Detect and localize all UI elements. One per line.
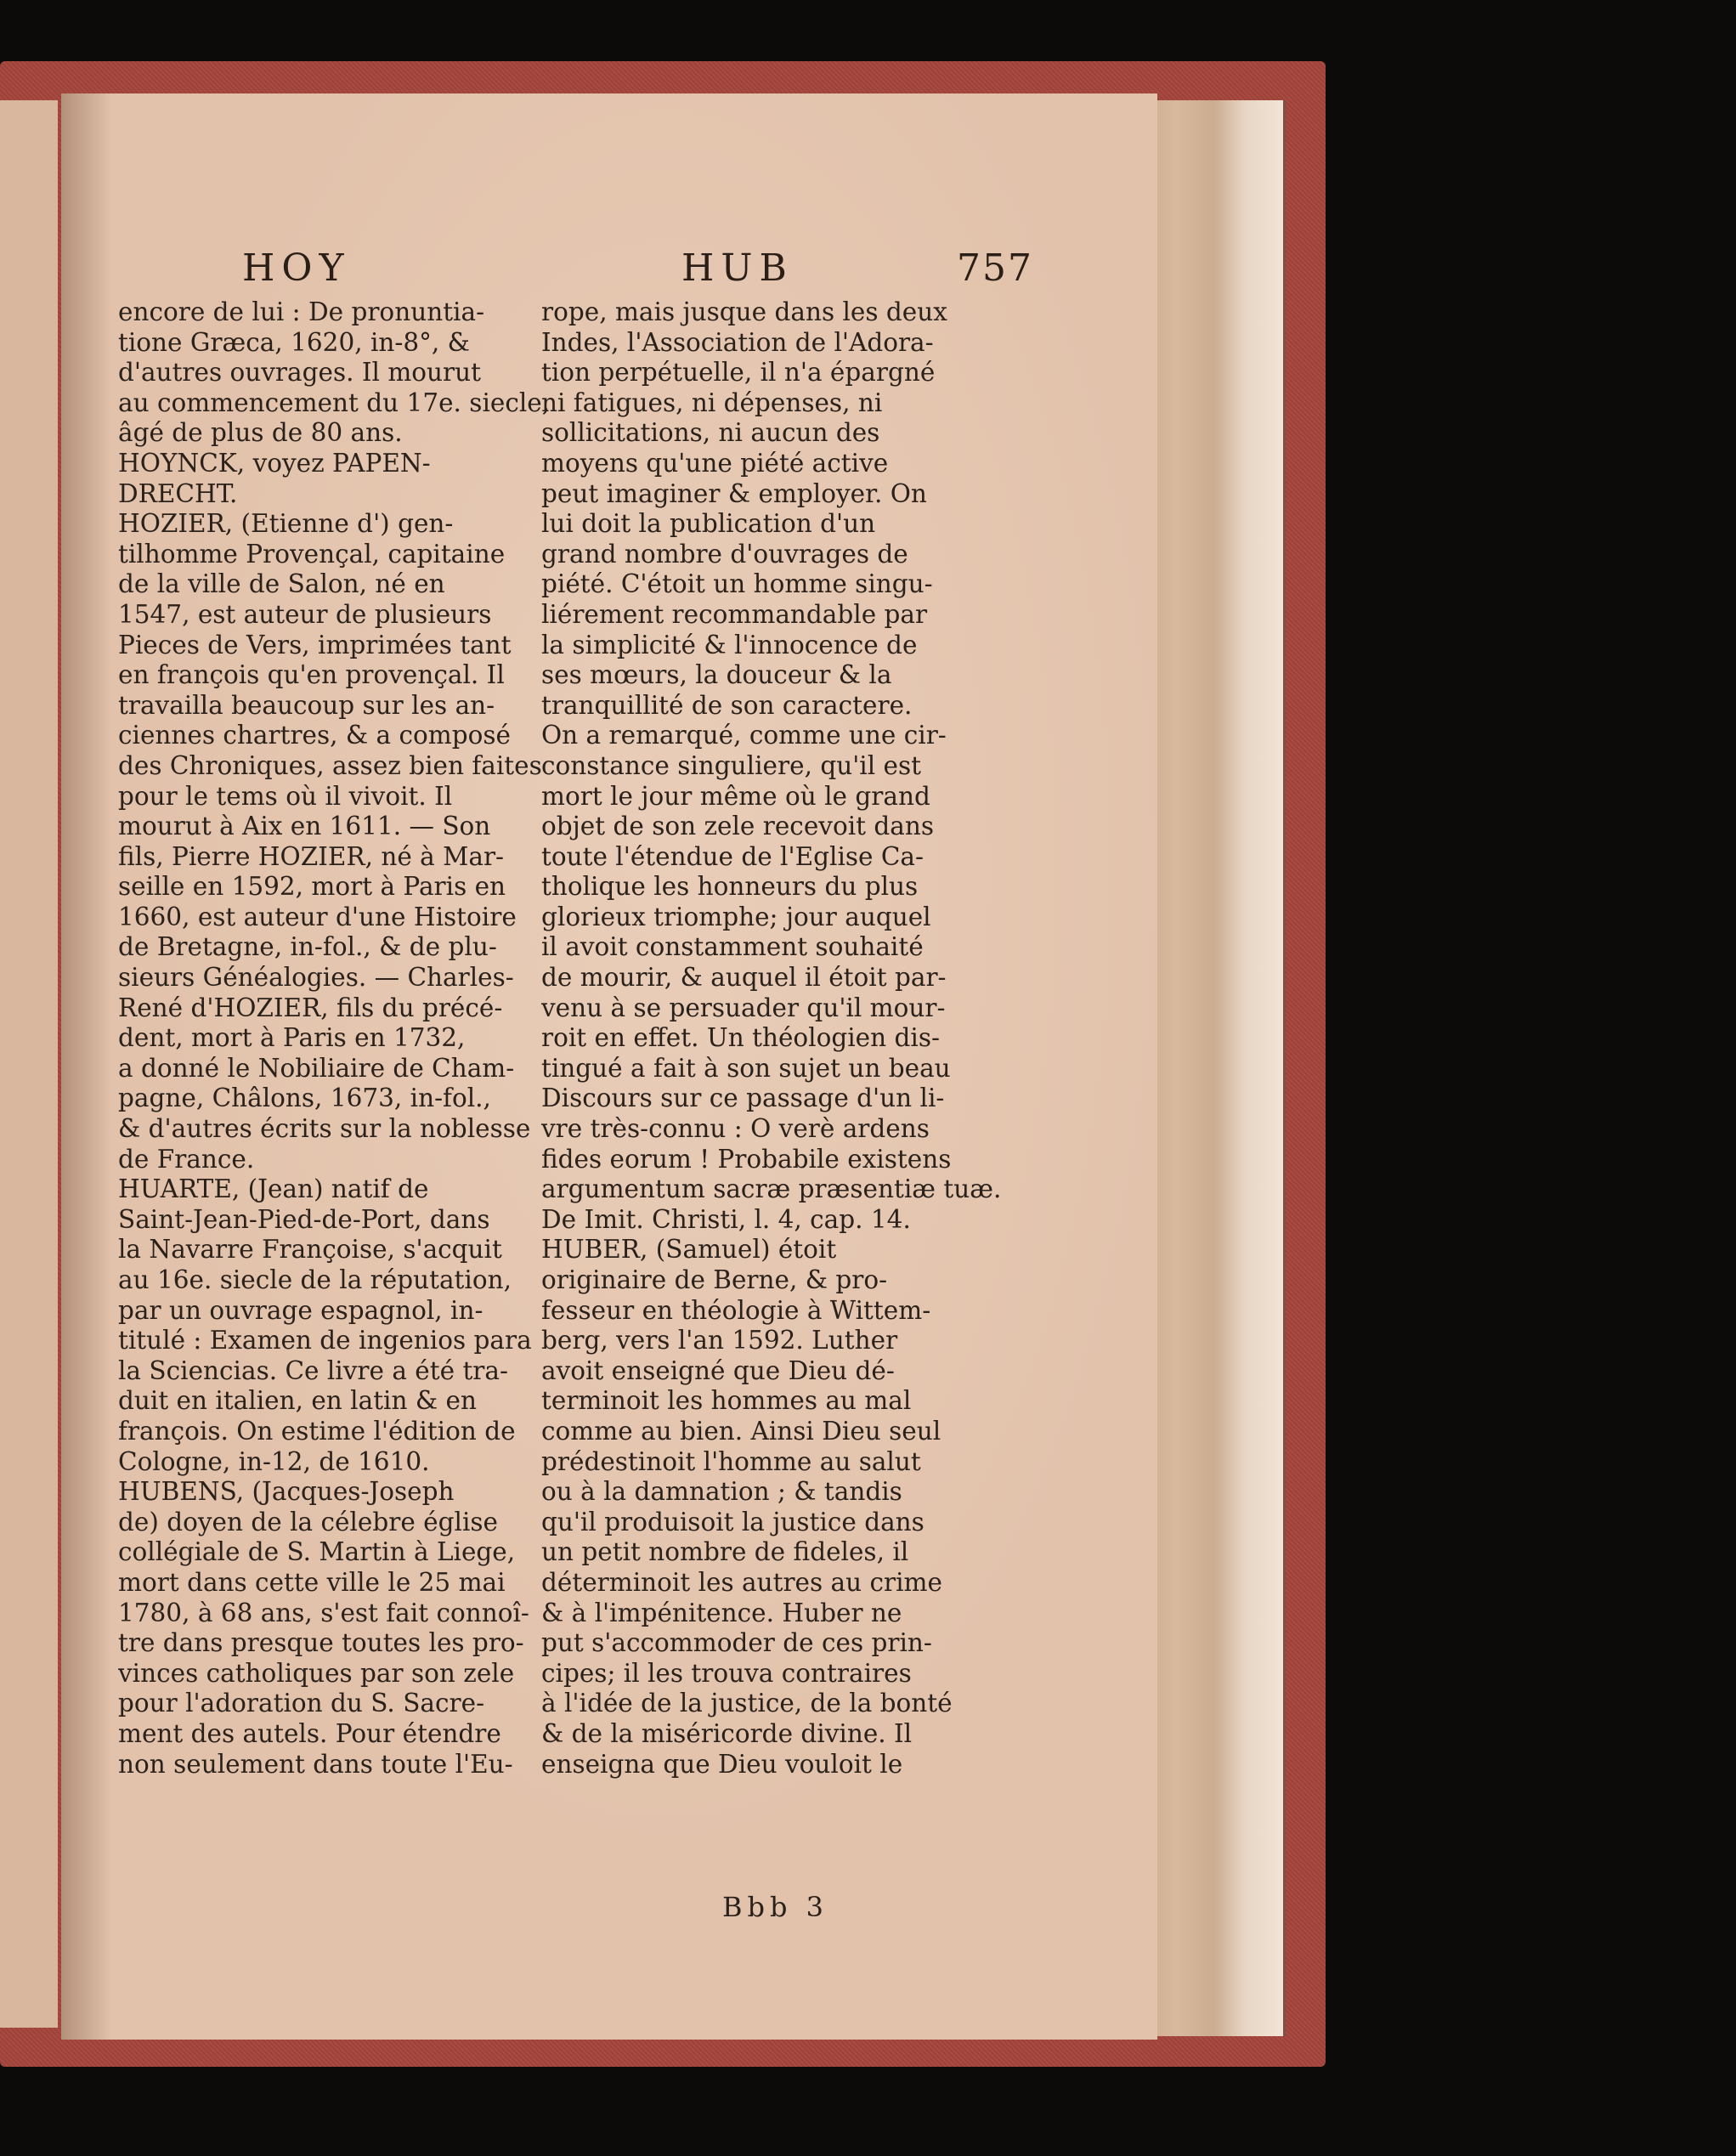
text-line: des Chroniques, assez bien faites: [118, 750, 542, 780]
text-line: René d'HOZIER, fils du précé-: [118, 993, 503, 1022]
text-line: comme au bien. Ainsi Dieu seul: [541, 1416, 942, 1446]
text-line: dent, mort à Paris en 1732,: [118, 1023, 466, 1053]
text-line: mourut à Aix en 1611. — Son: [118, 812, 491, 841]
text-line: de France.: [118, 1144, 255, 1174]
text-line: la Sciencias. Ce livre a été tra-: [118, 1355, 508, 1385]
text-line: tione Græca, 1620, in-8°, &: [118, 327, 470, 357]
text-line: Cologne, in-12, de 1610.: [118, 1446, 430, 1476]
text-line: moyens qu'une piété active: [541, 448, 889, 478]
text-line: HUBENS, (Jacques-Joseph: [118, 1477, 455, 1507]
text-line: ment des autels. Pour étendre: [118, 1718, 501, 1748]
text-line: ses mœurs, la douceur & la: [541, 660, 892, 690]
text-line: HUBER, (Samuel) étoit: [541, 1235, 837, 1265]
text-line: On a remarqué, comme une cir-: [541, 721, 947, 750]
text-line: pour l'adoration du S. Sacre-: [118, 1689, 485, 1718]
text-line: fesseur en théologie à Wittem-: [541, 1295, 931, 1325]
text-line: piété. C'étoit un homme singu-: [541, 569, 933, 599]
text-line: tholique les honneurs du plus: [541, 872, 919, 902]
text-line: peut imaginer & employer. On: [541, 478, 927, 508]
text-line: rope, mais jusque dans les deux: [541, 297, 947, 326]
text-line: tilhomme Provençal, capitaine: [118, 539, 506, 569]
text-line: ni fatigues, ni dépenses, ni: [541, 388, 883, 417]
text-line: fils, Pierre HOZIER, né à Mar-: [118, 841, 505, 871]
text-line: sollicitations, ni aucun des: [541, 418, 880, 448]
text-line: & de la miséricorde divine. Il: [541, 1718, 913, 1748]
text-line: collégiale de S. Martin à Liege,: [118, 1537, 516, 1567]
text-line: & d'autres écrits sur la noblesse: [118, 1114, 531, 1144]
text-line: 1660, est auteur d'une Histoire: [118, 902, 517, 931]
text-line: HOZIER, (Etienne d') gen-: [118, 509, 454, 539]
text-line: sieurs Généalogies. — Charles-: [118, 963, 514, 993]
text-line: déterminoit les autres au crime: [541, 1567, 942, 1597]
text-line: qu'il produisoit la justice dans: [541, 1507, 925, 1536]
text-column-left: [118, 297, 599, 1780]
text-line: de la ville de Salon, né en: [118, 569, 445, 599]
page-gutter-shadow: [61, 93, 112, 2040]
text-line: pagne, Châlons, 1673, in-fol.,: [118, 1084, 491, 1113]
text-line: 1780, à 68 ans, s'est fait connoî-: [118, 1598, 529, 1627]
text-line: duit en italien, en latin & en: [118, 1386, 477, 1416]
page-number: 757: [957, 246, 1033, 290]
text-line: un petit nombre de fideles, il: [541, 1537, 909, 1567]
text-line: a donné le Nobiliaire de Cham-: [118, 1053, 515, 1083]
text-line: Indes, l'Association de l'Adora-: [541, 327, 934, 357]
text-column-right: [541, 297, 1009, 1780]
facing-page-edge: [0, 100, 58, 2028]
running-head-center: HUB: [681, 246, 794, 290]
text-line: Discours sur ce passage d'un li-: [541, 1084, 945, 1113]
text-line: vre très-connu : O verè ardens: [541, 1114, 930, 1144]
text-line: enseigna que Dieu vouloit le: [541, 1749, 903, 1779]
text-line: d'autres ouvrages. Il mourut: [118, 358, 482, 388]
text-line: HOYNCK, voyez PAPEN-: [118, 448, 431, 478]
text-line: De Imit. Christi, l. 4, cap. 14.: [541, 1204, 911, 1234]
text-line: par un ouvrage espagnol, in-: [118, 1295, 483, 1325]
text-line: ou à la damnation ; & tandis: [541, 1477, 902, 1507]
text-line: la Navarre Françoise, s'acquit: [118, 1235, 502, 1265]
text-line: françois. On estime l'édition de: [118, 1416, 516, 1446]
text-line: il avoit constamment souhaité: [541, 932, 924, 962]
text-line: encore de lui : De pronuntia-: [118, 297, 485, 326]
text-line: non seulement dans toute l'Eu-: [118, 1749, 513, 1779]
text-line: berg, vers l'an 1592. Luther: [541, 1326, 898, 1355]
text-line: HUARTE, (Jean) natif de: [118, 1174, 429, 1204]
text-line: au 16e. siecle de la réputation,: [118, 1265, 512, 1294]
book-page: [61, 93, 1157, 2040]
text-line: cipes; il les trouva contraires: [541, 1658, 912, 1688]
text-line: tranquillité de son caractere.: [541, 690, 913, 720]
text-line: fides eorum ! Probabile existens: [541, 1144, 952, 1174]
text-line: tre dans presque toutes les pro-: [118, 1628, 524, 1658]
text-line: de mourir, & auquel il étoit par-: [541, 963, 947, 993]
text-line: DRECHT.: [118, 478, 238, 508]
signature-mark: Bbb 3: [722, 1891, 829, 1923]
text-line: en françois qu'en provençal. Il: [118, 660, 505, 690]
text-line: constance singuliere, qu'il est: [541, 750, 922, 780]
text-line: & à l'impénitence. Huber ne: [541, 1598, 902, 1627]
text-line: mort dans cette ville le 25 mai: [118, 1567, 506, 1597]
text-line: de) doyen de la célebre église: [118, 1507, 498, 1536]
text-line: vinces catholiques par son zele: [118, 1658, 515, 1688]
text-line: travailla beaucoup sur les an-: [118, 690, 495, 720]
text-line: liérement recommandable par: [541, 599, 928, 629]
text-line: objet de son zele recevoit dans: [541, 812, 934, 841]
text-line: pour le tems où il vivoit. Il: [118, 781, 453, 811]
text-line: âgé de plus de 80 ans.: [118, 418, 403, 448]
text-line: au commencement du 17e. siecle,: [118, 388, 551, 417]
text-line: lui doit la publication d'un: [541, 509, 876, 539]
text-line: 1547, est auteur de plusieurs: [118, 599, 492, 629]
text-line: roit en effet. Un théologien dis-: [541, 1023, 940, 1053]
text-line: à l'idée de la justice, de la bonté: [541, 1689, 953, 1718]
text-line: argumentum sacræ præsentiæ tuæ.: [541, 1174, 1002, 1204]
text-line: terminoit les hommes au mal: [541, 1386, 912, 1416]
text-line: put s'accommoder de ces prin-: [541, 1628, 932, 1658]
text-line: tion perpétuelle, il n'a épargné: [541, 358, 936, 388]
text-line: prédestinoit l'homme au salut: [541, 1446, 921, 1476]
text-line: grand nombre d'ouvrages de: [541, 539, 908, 569]
text-line: de Bretagne, in-fol., & de plu-: [118, 932, 497, 962]
text-line: Pieces de Vers, imprimées tant: [118, 630, 512, 659]
text-line: venu à se persuader qu'il mour-: [541, 993, 946, 1022]
text-line: ciennes chartres, & a composé: [118, 721, 512, 750]
text-line: avoit enseigné que Dieu dé-: [541, 1355, 895, 1385]
text-line: tingué a fait à son sujet un beau: [541, 1053, 951, 1083]
text-line: mort le jour même où le grand: [541, 781, 930, 811]
text-line: glorieux triomphe; jour auquel: [541, 902, 931, 931]
text-line: la simplicité & l'innocence de: [541, 630, 918, 659]
text-line: seille en 1592, mort à Paris en: [118, 872, 506, 902]
running-head-left: HOY: [242, 246, 351, 290]
text-line: toute l'étendue de l'Eglise Ca-: [541, 841, 924, 871]
text-line: titulé : Examen de ingenios para: [118, 1326, 532, 1355]
text-line: Saint-Jean-Pied-de-Port, dans: [118, 1204, 490, 1234]
text-line: originaire de Berne, & pro-: [541, 1265, 888, 1294]
